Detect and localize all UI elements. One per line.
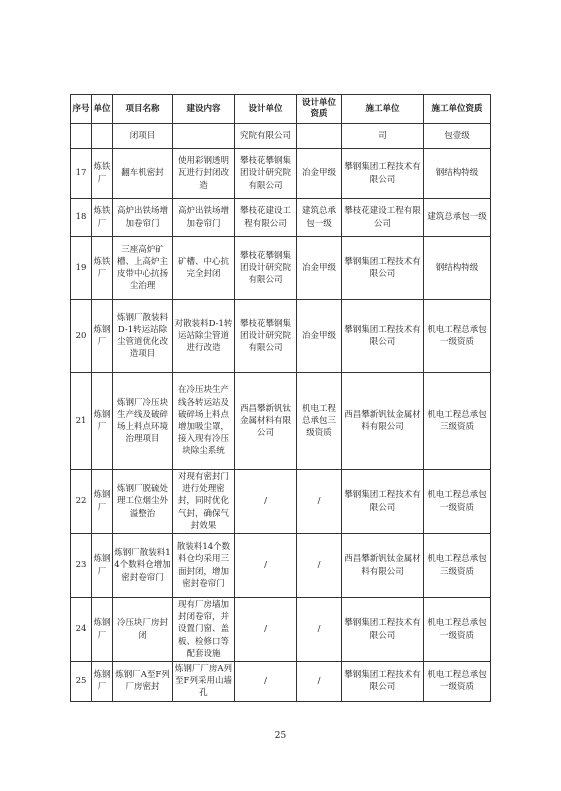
cell-design-qual: 建筑总承包一级 bbox=[297, 199, 342, 237]
cell-name: 三座高炉矿槽、上高炉主皮带中心抗扬尘治理 bbox=[113, 237, 173, 300]
cell-design-unit: / bbox=[235, 470, 297, 534]
cell-build-qual: 包壹级 bbox=[424, 124, 491, 149]
table-row bbox=[71, 373, 491, 470]
header-design-qual: 设计单位资质 bbox=[297, 95, 342, 124]
cell-unit: 炼铁厂 bbox=[92, 199, 113, 237]
cell-build-qual: 机电工程总承包三级资质 bbox=[424, 373, 491, 470]
cell-unit: 炼钢厂 bbox=[92, 300, 113, 373]
cell-seq bbox=[71, 124, 92, 149]
cell-content bbox=[173, 124, 235, 149]
cell-build-unit: 攀钢集团工程技术有限公司 bbox=[342, 237, 424, 300]
table-row bbox=[71, 199, 491, 237]
cell-seq: 17 bbox=[71, 149, 92, 199]
cell-design-qual: 冶金甲级 bbox=[297, 149, 342, 199]
cell-design-qual: 机电工程总承包三级资质 bbox=[297, 373, 342, 470]
cell-unit: 炼钢厂 bbox=[92, 373, 113, 470]
cell-build-qual: 机电工程总承包三级资质 bbox=[424, 534, 491, 598]
header-name: 项目名称 bbox=[113, 95, 173, 124]
cell-name: 炼钢厂散装料D-1转运站除尘管道优化改造项目 bbox=[113, 300, 173, 373]
cell-design-unit: / bbox=[235, 598, 297, 662]
cell-name: 炼钢厂A至F列厂房密封 bbox=[113, 662, 173, 702]
cell-build-qual: 机电工程总承包一级资质 bbox=[424, 598, 491, 662]
cell-design-qual bbox=[297, 124, 342, 149]
cell-content: 对散装料D-1转运站除尘管道进行改造 bbox=[173, 300, 235, 373]
cell-build-qual: 建筑总承包一级 bbox=[424, 199, 491, 237]
header-seq: 序号 bbox=[71, 95, 92, 124]
cell-design-unit: 攀枝花建设工程有限公司 bbox=[235, 199, 297, 237]
cell-build-unit: 攀钢集团工程技术有限公司 bbox=[342, 149, 424, 199]
cell-design-qual: / bbox=[297, 534, 342, 598]
cell-seq: 22 bbox=[71, 470, 92, 534]
cell-content: 现有厂房墙加封闭卷帘，并设置门窗、盖板、检修口等配套设施 bbox=[173, 598, 235, 662]
cell-build-unit: 攀钢集团工程技术有限公司 bbox=[342, 300, 424, 373]
cell-build-qual: 机电工程总承包一级资质 bbox=[424, 662, 491, 702]
table-row bbox=[71, 149, 491, 199]
cell-content: 矿槽、中心抗完全封闭 bbox=[173, 237, 235, 300]
cell-design-unit: / bbox=[235, 534, 297, 598]
cell-design-qual: 冶金甲级 bbox=[297, 237, 342, 300]
cell-build-unit: 司 bbox=[342, 124, 424, 149]
cell-content: 对现有密封门进行处理密封，同时优化气封，确保气封效果 bbox=[173, 470, 235, 534]
cell-name: 翻车机密封 bbox=[113, 149, 173, 199]
cell-content: 在冷压块生产线各转运站及破碎场上料点增加吸尘罩，接入现有冷压块除尘系统 bbox=[173, 373, 235, 470]
cell-name: 冷压块厂房封闭 bbox=[113, 598, 173, 662]
cell-design-unit: 攀枝花攀钢集团设计研究院有限公司 bbox=[235, 149, 297, 199]
cell-seq: 19 bbox=[71, 237, 92, 300]
cell-build-qual: 钢结构特级 bbox=[424, 149, 491, 199]
cell-build-qual: 钢结构特级 bbox=[424, 237, 491, 300]
cell-build-qual: 机电工程总承包一级资质 bbox=[424, 470, 491, 534]
cell-unit: 炼钢厂 bbox=[92, 662, 113, 702]
cell-content: 高炉出铁场增加卷帘门 bbox=[173, 199, 235, 237]
cell-build-unit: 西昌攀新钒钛金属材料有限公司 bbox=[342, 534, 424, 598]
header-build-unit: 施工单位 bbox=[342, 95, 424, 124]
cell-design-unit: 究院有限公司 bbox=[235, 124, 297, 149]
cell-content: 使用彩钢透明瓦进行封闭改造 bbox=[173, 149, 235, 199]
cell-unit: 炼铁厂 bbox=[92, 237, 113, 300]
table-row bbox=[71, 470, 491, 534]
cell-unit bbox=[92, 124, 113, 149]
cell-design-qual: 冶金甲级 bbox=[297, 300, 342, 373]
cell-build-unit: 攀钢集团工程技术有限公司 bbox=[342, 470, 424, 534]
header-build-qual: 施工单位资质 bbox=[424, 95, 491, 124]
cell-build-unit: 西昌攀新钒钛金属材料有限公司 bbox=[342, 373, 424, 470]
cell-design-qual: / bbox=[297, 662, 342, 702]
table-row bbox=[71, 598, 491, 662]
cell-unit: 炼钢厂 bbox=[92, 470, 113, 534]
cell-build-unit: 攀钢集团工程技术有限公司 bbox=[342, 662, 424, 702]
cell-content: 散装料14个数料仓均采用三面封闭，增加密封卷帘门 bbox=[173, 534, 235, 598]
table-row bbox=[71, 300, 491, 373]
table-row bbox=[71, 662, 491, 702]
cell-unit: 炼钢厂 bbox=[92, 598, 113, 662]
cell-name: 闭项目 bbox=[113, 124, 173, 149]
cell-build-unit: 攀枝花建设工程有限公司 bbox=[342, 199, 424, 237]
header-unit: 单位 bbox=[92, 95, 113, 124]
cell-content: 炼钢厂厂房A列至F列采用山墙孔 bbox=[173, 662, 235, 702]
cell-name: 炼钢厂脱硫处理工位烟尘外溢整治 bbox=[113, 470, 173, 534]
cell-seq: 23 bbox=[71, 534, 92, 598]
cell-seq: 20 bbox=[71, 300, 92, 373]
header-design-unit: 设计单位 bbox=[235, 95, 297, 124]
table-row bbox=[71, 534, 491, 598]
cell-name: 高炉出铁场增加卷帘门 bbox=[113, 199, 173, 237]
cell-design-unit: / bbox=[235, 662, 297, 702]
page-number: 25 bbox=[274, 731, 287, 741]
table-row bbox=[71, 237, 491, 300]
project-table bbox=[70, 94, 491, 702]
cell-name: 炼钢厂冷压块生产线及破碎场上料点环境治理项目 bbox=[113, 373, 173, 470]
cell-build-qual: 机电工程总承包一级资质 bbox=[424, 300, 491, 373]
cell-design-qual: / bbox=[297, 470, 342, 534]
cell-unit: 炼钢厂 bbox=[92, 534, 113, 598]
cell-seq: 24 bbox=[71, 598, 92, 662]
cell-design-qual: / bbox=[297, 598, 342, 662]
header-content: 建设内容 bbox=[173, 95, 235, 124]
cell-seq: 25 bbox=[71, 662, 92, 702]
cell-unit: 炼铁厂 bbox=[92, 149, 113, 199]
cell-design-unit: 攀枝花攀钢集团设计研究院有限公司 bbox=[235, 237, 297, 300]
cell-seq: 18 bbox=[71, 199, 92, 237]
header-row bbox=[71, 95, 491, 124]
cell-design-unit: 西昌攀新钒钛金属材料有限公司 bbox=[235, 373, 297, 470]
cell-name: 炼钢厂散装料14个数料仓增加密封卷帘门 bbox=[113, 534, 173, 598]
cell-build-unit: 攀钢集团工程技术有限公司 bbox=[342, 598, 424, 662]
continuation-row bbox=[71, 124, 491, 149]
cell-seq: 21 bbox=[71, 373, 92, 470]
cell-design-unit: 攀枝花攀钢集团设计研究院有限公司 bbox=[235, 300, 297, 373]
